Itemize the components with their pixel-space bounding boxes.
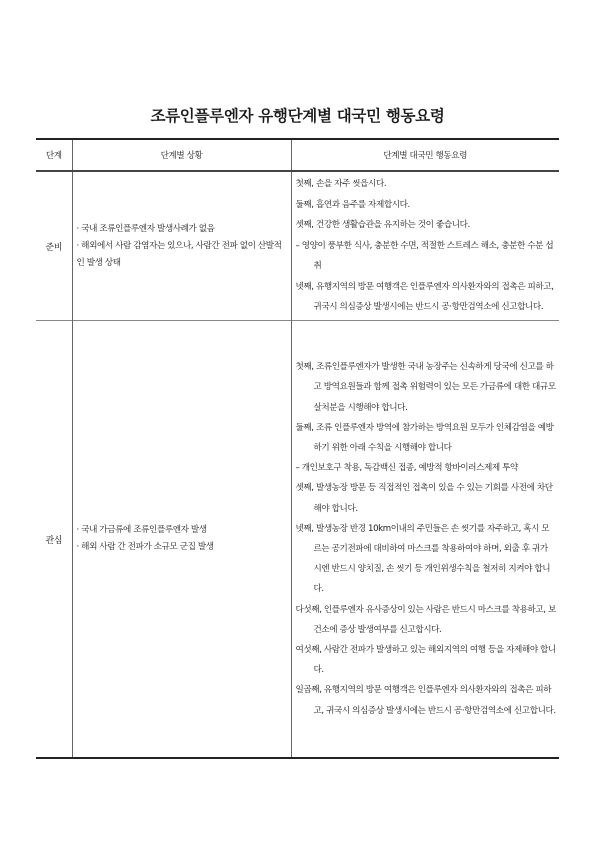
situation-item: · 국내 조류인플루엔자 발생사례가 없음 (76, 223, 215, 234)
header-stage: 단계 (36, 139, 72, 171)
page-title: 조류인플루엔자 유행단계별 대국민 행동요령 (150, 107, 445, 125)
stage-cell: 관심 (36, 321, 72, 759)
table-row-prepare (36, 171, 559, 321)
table-header-row (36, 139, 559, 171)
header-actions: 단계별 대국민 행동요령 (291, 139, 559, 171)
situation-cell (72, 321, 291, 759)
action-item: – 개인보호구 착용, 독감백신 접종, 예방적 항바이러스제제 투약 (295, 463, 518, 474)
situation-item: · 해외에서 사람 감염자는 있으나, 사람간 전파 없이 산발적인 발생 상태 (76, 240, 282, 268)
action-item: 둘째, 흡연과 음주를 자제합시다. (295, 199, 410, 210)
situation-item: · 국내 가금류에 조류인플루엔자 발생 (76, 525, 207, 535)
action-item: 둘째, 조류 인플루엔자 방역에 참가하는 방역요원 모두가 인체감염을 예방하기 위한 아래 수칙을 시행해야 합니다 (295, 422, 554, 453)
action-item: 여섯째, 사람간 전파가 발생하고 있는 해외지역의 여행 등을 자제해야 합니다. (295, 645, 556, 676)
stage-cell: 준비 (36, 171, 72, 321)
action-item: 셋째, 발생농장 방문 등 직접적인 접촉이 있을 수 있는 기회를 사전에 차단해야 합니다. (295, 483, 553, 514)
table-row-interest (36, 321, 559, 759)
action-item: 일곱째, 유행지역의 방문 여행객은 인플루엔자 의사환자와의 접촉은 피하고, 귀국시 의심증상 발생시에는 반드시 공·항만검역소에 신고합니다. (295, 685, 556, 716)
action-item: 다섯째, 인플루엔자 유사증상이 있는 사람은 반드시 마스크를 착용하고, 보건소에 증상 발생여부를 신고합시다. (295, 604, 556, 635)
situation-cell (72, 171, 291, 321)
header-situation: 단계별 상황 (72, 139, 291, 171)
action-item: 셋째, 건강한 생활습관을 유지하는 것이 좋습니다. (295, 220, 470, 231)
action-item: 넷째, 발생농장 반경 10km이내의 주민들은 손 씻기를 자주하고, 혹시 모르는 공기전파에 대비하여 마스크를 착용하여야 하며, 외출 후 귀가 시엔 반드시 양치질, 손 씻기 등 개인위생수칙을 철저히 지켜야 합니다. (295, 523, 551, 595)
action-item: 첫째, 손을 자주 씻읍시다. (295, 179, 387, 190)
actions-cell (291, 171, 559, 321)
action-item: – 영양이 풍부한 식사, 충분한 수면, 적절한 스트레스 해소, 충분한 수분 섭취 (295, 240, 554, 272)
actions-cell (291, 321, 559, 759)
action-item: 첫째, 조류인플루엔자가 발생한 국내 농장주는 신속하게 당국에 신고를 하고 방역요원들과 함께 접촉 위험력이 있는 모든 가금류에 대한 대규모 살처분을 시행해야 합니다. (295, 362, 556, 413)
action-item: 넷째, 유행지역의 방문 여행객은 인플루엔자 의사환자와의 접촉은 피하고, 귀국시 의심증상 발생시에는 반드시 공·항만검역소에 신고합니다. (295, 281, 554, 313)
behavior-guide-table (36, 138, 559, 759)
situation-item: · 해외 사람 간 전파가 소규모 군집 발생 (76, 542, 214, 552)
